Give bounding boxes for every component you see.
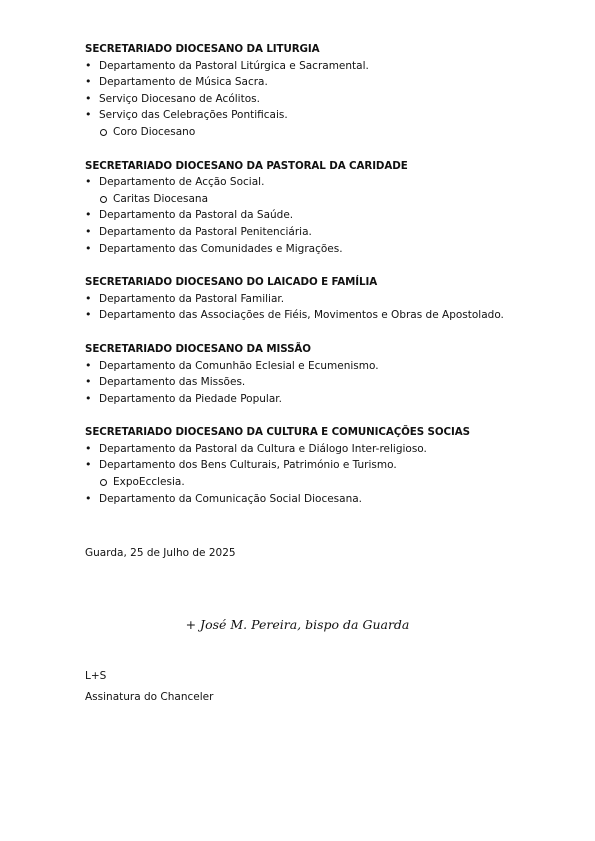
list-item: • Departamento da Comunicação Social Diocesana. [85,491,555,508]
section [85,274,555,324]
list-item: • Departamento de Acção Social. [85,174,555,191]
department-list [85,174,555,257]
section-title: SECRETARIADO DIOCESANO DO LAICADO E FAMÍLIA [85,276,378,289]
sub-list-item: ExpoEcclesia. [85,474,555,491]
section [85,341,555,407]
section-title: SECRETARIADO DIOCESANO DA PASTORAL DA CARIDADE [85,159,408,172]
list-item: • Departamento da Piedade Popular. [85,391,555,408]
department-list [85,441,555,507]
document-body [85,41,555,524]
document-date: Guarda, 25 de Julho de 2025 [85,547,236,559]
list-item: • Departamento da Pastoral da Saúde. [85,207,555,224]
list-item: • Departamento da Pastoral Litúrgica e Sacramental. [85,58,555,75]
list-item: • Departamento de Música Sacra. [85,74,555,91]
list-item: • Departamento da Comunhão Eclesial e Ecumenismo. [85,358,555,375]
list-item: • Serviço das Celebrações Pontificais. [85,107,555,124]
section-title: SECRETARIADO DIOCESANO DA MISSÃO [85,342,311,355]
seal-mark: L+S [85,670,107,682]
list-item: • Departamento das Associações de Fiéis, Movimentos e Obras de Apostolado. [85,307,555,324]
section [85,424,555,507]
department-list [85,291,555,324]
section-title: SECRETARIADO DIOCESANO DA LITURGIA [85,43,320,55]
bishop-signature: + José M. Pereira, bispo da Guarda [185,617,410,632]
list-item: • Departamento das Comunidades e Migrações. [85,241,555,258]
section-title: SECRETARIADO DIOCESANO DA CULTURA E COMUNICAÇÕES SOCIAS [85,426,470,439]
department-list [85,58,555,141]
list-item: • Serviço Diocesano de Acólitos. [85,91,555,108]
section [85,41,555,141]
list-item: • Departamento dos Bens Culturais, Património e Turismo. [85,457,555,474]
list-item: • Departamento da Pastoral da Cultura e Diálogo Inter-religioso. [85,441,555,458]
list-item: • Departamento da Pastoral Penitenciária. [85,224,555,241]
list-item: • Departamento das Missões. [85,374,555,391]
sub-list-item: Caritas Diocesana [85,191,555,208]
chancellor-signature: Assinatura do Chanceler [85,691,214,703]
list-item: • Departamento da Pastoral Familiar. [85,291,555,308]
department-list [85,358,555,408]
sub-list-item: Coro Diocesano [85,124,555,141]
section [85,158,555,258]
